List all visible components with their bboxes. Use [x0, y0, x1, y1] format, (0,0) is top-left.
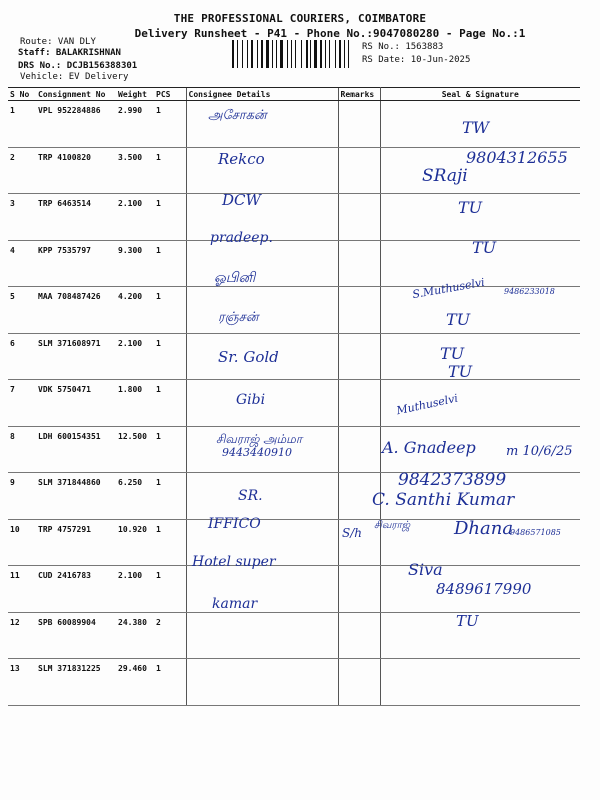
handwritten-name: சிவராஜ் அம்மா	[216, 432, 303, 446]
row-sno: 7	[8, 380, 36, 427]
handwritten-phone: 9804312655	[466, 148, 568, 167]
row-pcs: 1	[154, 240, 186, 287]
handwritten-signature: TU	[458, 198, 483, 217]
consignment-number: SLM 371844860	[36, 473, 116, 520]
barcode-bar	[280, 40, 283, 68]
consignment-number: SLM 371831225	[36, 659, 116, 706]
handwritten-signature: TU	[456, 612, 479, 630]
barcode-bar	[278, 40, 279, 68]
barcode-bar	[346, 40, 347, 68]
barcode-bar	[323, 40, 324, 68]
barcode-bar	[348, 40, 349, 68]
remarks-cell	[338, 612, 380, 659]
handwritten-phone: 9486571085	[510, 528, 561, 537]
row-pcs: 1	[154, 147, 186, 194]
row-sno: 2	[8, 147, 36, 194]
row-pcs: 1	[154, 333, 186, 380]
route: Route: VAN DLY	[20, 37, 96, 47]
col-remarks: Remarks	[338, 88, 380, 101]
consignee-details-cell	[186, 659, 338, 706]
barcode-bar	[287, 40, 288, 68]
barcode-bar	[310, 40, 311, 68]
consignee-details-cell	[186, 287, 338, 334]
barcode-bar	[295, 40, 296, 68]
row-pcs: 1	[154, 380, 186, 427]
row-sno: 12	[8, 612, 36, 659]
row-weight: 12.500	[116, 426, 154, 473]
barcode-bar	[291, 40, 293, 68]
barcode-bar	[251, 40, 253, 68]
consignment-number: VPL 952284886	[36, 101, 116, 148]
row-sno: 8	[8, 426, 36, 473]
handwritten-signature: S.Muthuselvi	[411, 275, 486, 302]
barcode-bar	[325, 40, 326, 68]
col-weight: Weight	[116, 88, 154, 101]
remarks-cell	[338, 566, 380, 613]
consignment-number: VDK 5750471	[36, 380, 116, 427]
consignment-number: MAA 708487426	[36, 287, 116, 334]
runsheet-title: Delivery Runsheet - P41 - Phone No.:9047080280 - Page No.:1	[134, 27, 526, 40]
row-weight: 2.100	[116, 333, 154, 380]
barcode-bar	[244, 40, 246, 68]
handwritten-name: IFFICO	[208, 516, 261, 532]
row-weight: 9.300	[116, 240, 154, 287]
table-row	[8, 659, 580, 706]
table-row	[8, 612, 580, 659]
barcode-bar	[232, 40, 234, 68]
row-weight: 6.250	[116, 473, 154, 520]
company-name: THE PROFESSIONAL COURIERS, COIMBATORE	[173, 12, 427, 25]
col-pcs: PCS	[154, 88, 186, 101]
row-weight: 1.800	[116, 380, 154, 427]
barcode-bar	[301, 40, 302, 68]
barcode-bar	[335, 40, 336, 68]
barcode-bar	[247, 40, 248, 68]
row-weight: 4.200	[116, 287, 154, 334]
handwritten-name: DCW	[222, 191, 261, 209]
handwritten-signature: Muthuselvi	[395, 391, 460, 418]
remarks-cell	[338, 333, 380, 380]
row-pcs: 1	[154, 659, 186, 706]
handwritten-name: அசோகன்	[208, 108, 267, 123]
row-pcs: 1	[154, 426, 186, 473]
handwritten-name: Rekco	[218, 150, 265, 168]
barcode-bar	[350, 40, 353, 68]
handwritten-signature: C. Santhi Kumar	[372, 490, 515, 510]
barcode-bar	[309, 40, 310, 68]
staff: Staff: BALAKRISHNAN	[18, 48, 121, 58]
row-sno: 5	[8, 287, 36, 334]
consignee-details-cell	[186, 240, 338, 287]
handwritten-signature: சிவராஜ்	[374, 520, 411, 531]
barcode-bar	[259, 40, 260, 68]
drs-number: DRS No.: DCJB156388301	[18, 61, 138, 71]
table-row	[8, 287, 580, 334]
row-pcs: 1	[154, 566, 186, 613]
barcode-bar	[327, 40, 329, 68]
barcode-bar	[266, 40, 269, 68]
consignment-number: TRP 6463514	[36, 194, 116, 241]
remarks-cell	[338, 659, 380, 706]
consignment-number: SLM 371608971	[36, 333, 116, 380]
row-weight: 29.460	[116, 659, 154, 706]
row-pcs: 1	[154, 101, 186, 148]
seal-signature-cell	[380, 333, 580, 380]
barcode-bar	[329, 40, 330, 68]
row-pcs: 2	[154, 612, 186, 659]
barcode-bar	[331, 40, 334, 68]
consignment-number: TRP 4757291	[36, 519, 116, 566]
col-seal-signature: Seal & Signature	[380, 88, 580, 101]
remarks-cell	[338, 194, 380, 241]
handwritten-name: Sr. Gold	[218, 348, 279, 366]
consignee-details-cell	[186, 566, 338, 613]
barcode-bar	[318, 40, 319, 68]
barcode-bar	[306, 40, 308, 68]
remarks-cell	[338, 380, 380, 427]
row-weight: 2.990	[116, 101, 154, 148]
row-sno: 9	[8, 473, 36, 520]
barcode-bar	[272, 40, 273, 68]
row-sno: 13	[8, 659, 36, 706]
barcode-bar	[239, 40, 242, 68]
barcode-bar	[314, 40, 317, 68]
row-sno: 11	[8, 566, 36, 613]
handwritten-signature: SRaji	[422, 166, 468, 186]
barcode-bar	[257, 40, 258, 68]
handwritten-phone: 9842373899	[398, 470, 507, 490]
runsheet-table	[8, 87, 580, 706]
col-consignee: Consignee Details	[186, 88, 338, 101]
row-pcs: 1	[154, 473, 186, 520]
barcode-bar	[339, 40, 341, 68]
barcode-bar	[237, 40, 238, 68]
barcode-bar	[270, 40, 271, 68]
row-pcs: 1	[154, 287, 186, 334]
remarks-cell	[338, 147, 380, 194]
handwritten-phone: 9443440910	[222, 446, 292, 459]
barcode-bar	[342, 40, 343, 68]
row-sno: 6	[8, 333, 36, 380]
handwritten-name: kamar	[212, 596, 258, 612]
handwritten-name: Hotel super	[192, 554, 276, 570]
handwritten-name: SR.	[238, 488, 263, 504]
barcode-bar	[289, 40, 290, 68]
row-sno: 4	[8, 240, 36, 287]
handwritten-phone: 8489617990	[436, 580, 532, 598]
barcode-bar	[284, 40, 286, 68]
barcode-bar	[337, 40, 338, 68]
handwritten-signature: TU	[446, 310, 471, 329]
barcode-bar	[242, 40, 243, 68]
row-weight: 24.380	[116, 612, 154, 659]
row-sno: 1	[8, 101, 36, 148]
barcode-bar	[254, 40, 257, 68]
table-row	[8, 101, 580, 148]
rs-number: RS No.: 1563883	[362, 42, 444, 52]
row-pcs: 1	[154, 194, 186, 241]
row-weight: 3.500	[116, 147, 154, 194]
consignee-details-cell	[186, 612, 338, 659]
handwritten-signature: TW	[462, 118, 490, 137]
col-consignment: Consignment No	[36, 88, 116, 101]
barcode-bar	[264, 40, 265, 68]
barcode-bar	[320, 40, 322, 68]
barcode-bar	[274, 40, 276, 68]
consignment-number: LDH 600154351	[36, 426, 116, 473]
row-weight: 10.920	[116, 519, 154, 566]
handwritten-remark: S/h	[342, 526, 362, 540]
handwritten-signature: A. Gnadeep	[382, 438, 476, 457]
rs-date: RS Date: 10-Jun-2025	[362, 55, 471, 65]
consignment-number: SPB 60089904	[36, 612, 116, 659]
barcode-bar	[293, 40, 294, 68]
handwritten-name: ஓபினி	[214, 270, 256, 286]
row-pcs: 1	[154, 519, 186, 566]
table-header	[8, 88, 580, 101]
seal-signature-cell	[380, 659, 580, 706]
vehicle: Vehicle: EV Delivery	[20, 72, 129, 82]
handwritten-date: m 10/6/25	[506, 444, 573, 459]
row-sno: 10	[8, 519, 36, 566]
remarks-cell	[338, 426, 380, 473]
row-weight: 2.100	[116, 194, 154, 241]
barcode-bar	[312, 40, 313, 68]
table-row	[8, 333, 580, 380]
barcode-bar	[261, 40, 263, 68]
row-sno: 3	[8, 194, 36, 241]
barcode-bar	[276, 40, 277, 68]
barcode-bar	[297, 40, 300, 68]
barcode-bar	[344, 40, 346, 68]
barcode-bar	[303, 40, 305, 68]
barcode-bar	[235, 40, 236, 68]
col-sno: S No	[8, 88, 36, 101]
consignment-number: CUD 2416783	[36, 566, 116, 613]
handwritten-phone: 9486233018	[504, 287, 555, 296]
table-row	[8, 194, 580, 241]
handwritten-signature: Siva	[408, 560, 443, 579]
remarks-cell	[338, 287, 380, 334]
handwritten-signature: TU	[472, 238, 497, 257]
handwritten-signature: Dhana	[454, 518, 514, 539]
handwritten-name: Gibi	[236, 392, 266, 408]
seal-signature-cell	[380, 612, 580, 659]
barcode-bar	[249, 40, 250, 68]
remarks-cell	[338, 240, 380, 287]
row-weight: 2.100	[116, 566, 154, 613]
remarks-cell	[338, 101, 380, 148]
handwritten-signature: TU	[440, 344, 465, 363]
consignment-number: KPP 7535797	[36, 240, 116, 287]
handwritten-name: ரஞ்சன்	[218, 310, 259, 325]
handwritten-signature: TU	[448, 362, 473, 381]
barcode	[232, 40, 354, 68]
handwritten-name: pradeep.	[210, 230, 273, 246]
consignment-number: TRP 4100820	[36, 147, 116, 194]
table-row	[8, 380, 580, 427]
